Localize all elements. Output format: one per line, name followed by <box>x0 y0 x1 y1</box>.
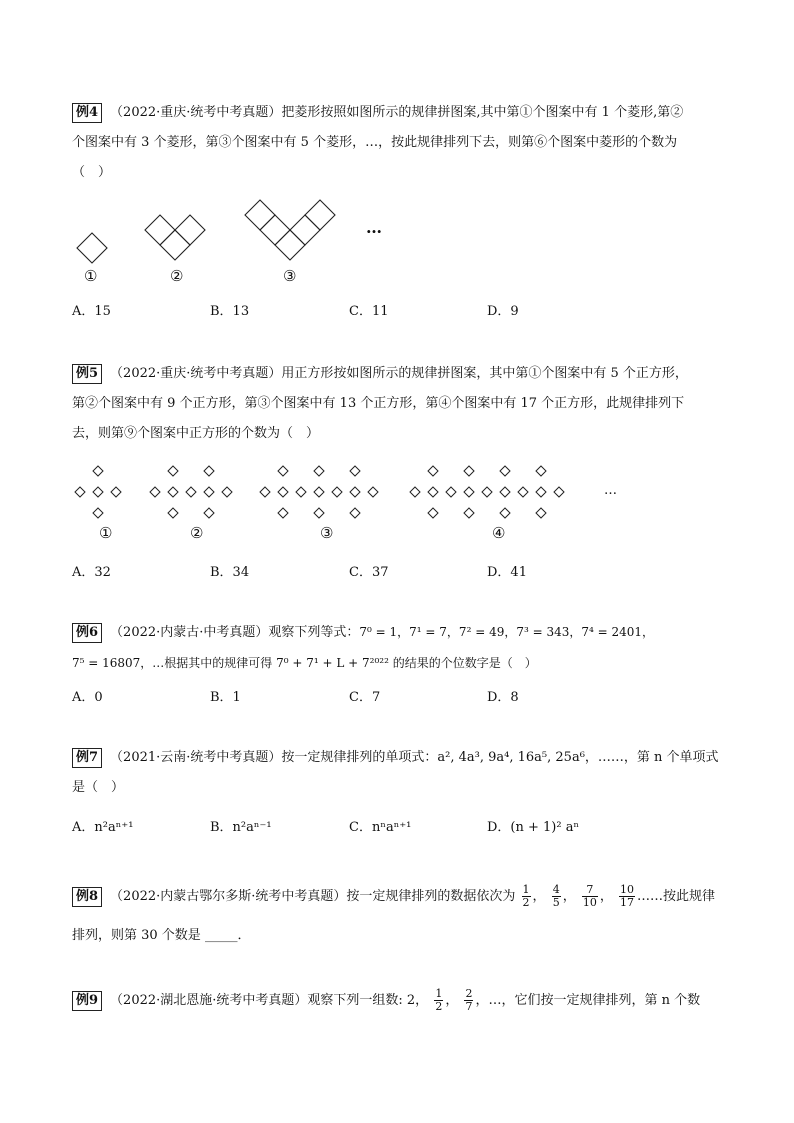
option-d[interactable]: D．8 <box>487 690 519 705</box>
option-d[interactable]: D．(n + 1)² aⁿ <box>487 820 580 835</box>
ex5-fig-label-2: ② <box>190 524 204 542</box>
ex6-text-1: （2022·内蒙古·中考真题）观察下列等式： <box>110 625 360 640</box>
option-b[interactable]: B．1 <box>210 690 241 705</box>
square-diamond <box>464 508 474 518</box>
square-diamond <box>278 487 288 497</box>
ex4-rhombus-figure <box>70 195 400 275</box>
square-diamond <box>332 487 342 497</box>
square-diamond <box>186 487 196 497</box>
ex5-line2: 第②个图案中有 9 个正方形，第③个图案中有 13 个正方形，第④个图案中有 17 个正方形，此规律排列下 <box>72 396 685 411</box>
option-d[interactable]: D．41 <box>487 565 527 580</box>
ex5-line1 <box>72 364 688 384</box>
square-diamond <box>296 487 306 497</box>
ex4-line3: （ ） <box>72 165 112 180</box>
square-diamond <box>222 487 232 497</box>
square-diamond <box>536 466 546 476</box>
rhombus <box>160 230 190 260</box>
square-diamond <box>464 466 474 476</box>
square-diamond <box>464 487 474 497</box>
square-diamond <box>314 508 324 518</box>
example-tag: 例8 <box>72 887 102 907</box>
ex5-fig-label-4: ④ <box>492 524 506 542</box>
ex8-text-2: ……按此规律 <box>636 889 715 904</box>
example-tag: 例4 <box>72 103 102 123</box>
ex8-line2: 排列，则第 30 个数是 _____． <box>72 928 251 943</box>
square-diamond <box>500 466 510 476</box>
square-diamond <box>368 487 378 497</box>
option-a[interactable]: A．15 <box>72 304 111 319</box>
example-tag: 例5 <box>72 364 102 384</box>
ex6-line1 <box>72 623 654 643</box>
square-diamond <box>350 508 360 518</box>
square-diamond <box>500 487 510 497</box>
option-b[interactable]: B．34 <box>210 565 250 580</box>
square-diamond <box>314 466 324 476</box>
fraction: $\frac{7}{10}$ <box>582 883 597 909</box>
square-diamond <box>168 487 178 497</box>
square-diamond <box>428 466 438 476</box>
square-diamond <box>93 508 103 518</box>
ex7-text-1: （2021·云南·统考中考真题）按一定规律排列的单项式： <box>110 750 438 765</box>
rhombus <box>260 215 290 245</box>
fraction: $\frac{1}{2}$ <box>522 883 530 909</box>
square-diamond <box>536 487 546 497</box>
square-diamond <box>204 466 214 476</box>
fraction: $\frac{2}{7}$ <box>465 987 473 1013</box>
rhombus <box>275 230 305 260</box>
square-diamond <box>111 487 121 497</box>
ex6-math-1: 7⁰ = 1，7¹ = 7，7² = 49，7³ = 343，7⁴ = 2401， <box>359 625 655 639</box>
ex5-ellipsis: … <box>604 483 617 498</box>
fraction: $\frac{1}{2}$ <box>435 987 443 1013</box>
option-c[interactable]: C．11 <box>349 304 389 319</box>
fraction: $\frac{10}{17}$ <box>619 883 634 909</box>
ex9-line1: 例9 （2022·湖北恩施·统考中考真题）观察下列一组数: 2， $\frac{1}{2}$ ， $\frac{2}{7}$ ，…，它们按一定规律排列，第 n 个数 <box>72 984 700 1018</box>
square-diamond <box>500 508 510 518</box>
square-diamond <box>482 487 492 497</box>
example-tag: 例9 <box>72 991 102 1011</box>
square-diamond <box>428 508 438 518</box>
ex8-text-1: （2022·内蒙古鄂尔多斯·统考中考真题）按一定规律排列的数据依次为 <box>110 889 516 904</box>
rhombus <box>145 215 175 245</box>
ex9-text-1: （2022·湖北恩施·统考中考真题）观察下列一组数: 2， <box>110 993 429 1008</box>
ex5-fig-label-1: ① <box>99 524 113 542</box>
square-diamond <box>446 487 456 497</box>
ex4-fig-label-2: ② <box>170 267 184 285</box>
option-a[interactable]: A．32 <box>72 565 111 580</box>
ex6-line2: 7⁵ = 16807，…根据其中的规律可得 7⁰ + 7¹ + L + 7²⁰²² 的结果的个位数字是（ ） <box>72 656 537 670</box>
square-diamond <box>278 508 288 518</box>
ex4-fig-label-3: ③ <box>283 267 297 285</box>
ex8-line1: 例8 （2022·内蒙古鄂尔多斯·统考中考真题）按一定规律排列的数据依次为 $\frac{1}{2}$ ， $\frac{4}{5}$ ， $\frac{7}{10}$ ， $\frac{10}{17}$ ……按此规律 <box>72 880 715 914</box>
ex5-text-1: （2022·重庆·统考中考真题）用正方形按如图所示的规律拼图案，其中第①个图案中有 5 个正方形， <box>110 366 688 381</box>
option-a[interactable]: A．n²aⁿ⁺¹ <box>72 820 134 835</box>
ex5-square-figure <box>75 462 635 522</box>
square-diamond <box>314 487 324 497</box>
option-c[interactable]: C．nⁿaⁿ⁺¹ <box>349 820 412 835</box>
example-tag: 例7 <box>72 748 102 768</box>
square-diamond <box>350 466 360 476</box>
square-diamond <box>168 508 178 518</box>
square-diamond <box>410 487 420 497</box>
ex4-text-1: （2022·重庆·统考中考真题）把菱形按照如图所示的规律拼图案,其中第①个图案中有 1 个菱形,第② <box>110 105 684 120</box>
ex5-line3: 去，则第⑨个图案中正方形的个数为（ ） <box>72 426 320 441</box>
square-diamond <box>204 508 214 518</box>
square-diamond <box>150 487 160 497</box>
square-diamond <box>350 487 360 497</box>
square-diamond <box>278 466 288 476</box>
rhombus <box>77 233 107 263</box>
square-diamond <box>93 487 103 497</box>
rhombus <box>175 215 205 245</box>
ex4-line2: 个图案中有 3 个菱形，第③个图案中有 5 个菱形，…，按此规律排列下去，则第⑥个图案中菱形的个数为 <box>72 135 678 150</box>
option-a[interactable]: A．0 <box>72 690 103 705</box>
ex5-fig-label-3: ③ <box>320 524 334 542</box>
square-diamond <box>168 466 178 476</box>
rhombus <box>245 200 275 230</box>
ex4-line1 <box>72 103 683 123</box>
option-b[interactable]: B．13 <box>210 304 250 319</box>
square-diamond <box>518 487 528 497</box>
square-diamond <box>536 508 546 518</box>
square-diamond <box>93 466 103 476</box>
option-c[interactable]: C．7 <box>349 690 381 705</box>
square-diamond <box>75 487 85 497</box>
ex7-math-1: a², 4a³, 9a⁴, 16a⁵, 25a⁶，……，第 n 个单项式 <box>437 750 719 765</box>
option-b[interactable]: B．n²aⁿ⁻¹ <box>210 820 272 835</box>
ex4-ellipsis: … <box>366 218 382 237</box>
square-diamond <box>260 487 270 497</box>
ex9-text-2: ，…，它们按一定规律排列，第 n 个数 <box>475 993 701 1008</box>
rhombus <box>305 200 335 230</box>
fraction: $\frac{4}{5}$ <box>552 883 560 909</box>
option-d[interactable]: D．9 <box>487 304 519 319</box>
square-diamond <box>428 487 438 497</box>
option-c[interactable]: C．37 <box>349 565 389 580</box>
rhombus <box>290 215 320 245</box>
example-tag: 例6 <box>72 623 102 643</box>
square-diamond <box>554 487 564 497</box>
ex4-fig-label-1: ① <box>84 267 98 285</box>
ex7-line2: 是（ ） <box>72 780 125 795</box>
ex7-line1 <box>72 748 719 768</box>
square-diamond <box>204 487 214 497</box>
